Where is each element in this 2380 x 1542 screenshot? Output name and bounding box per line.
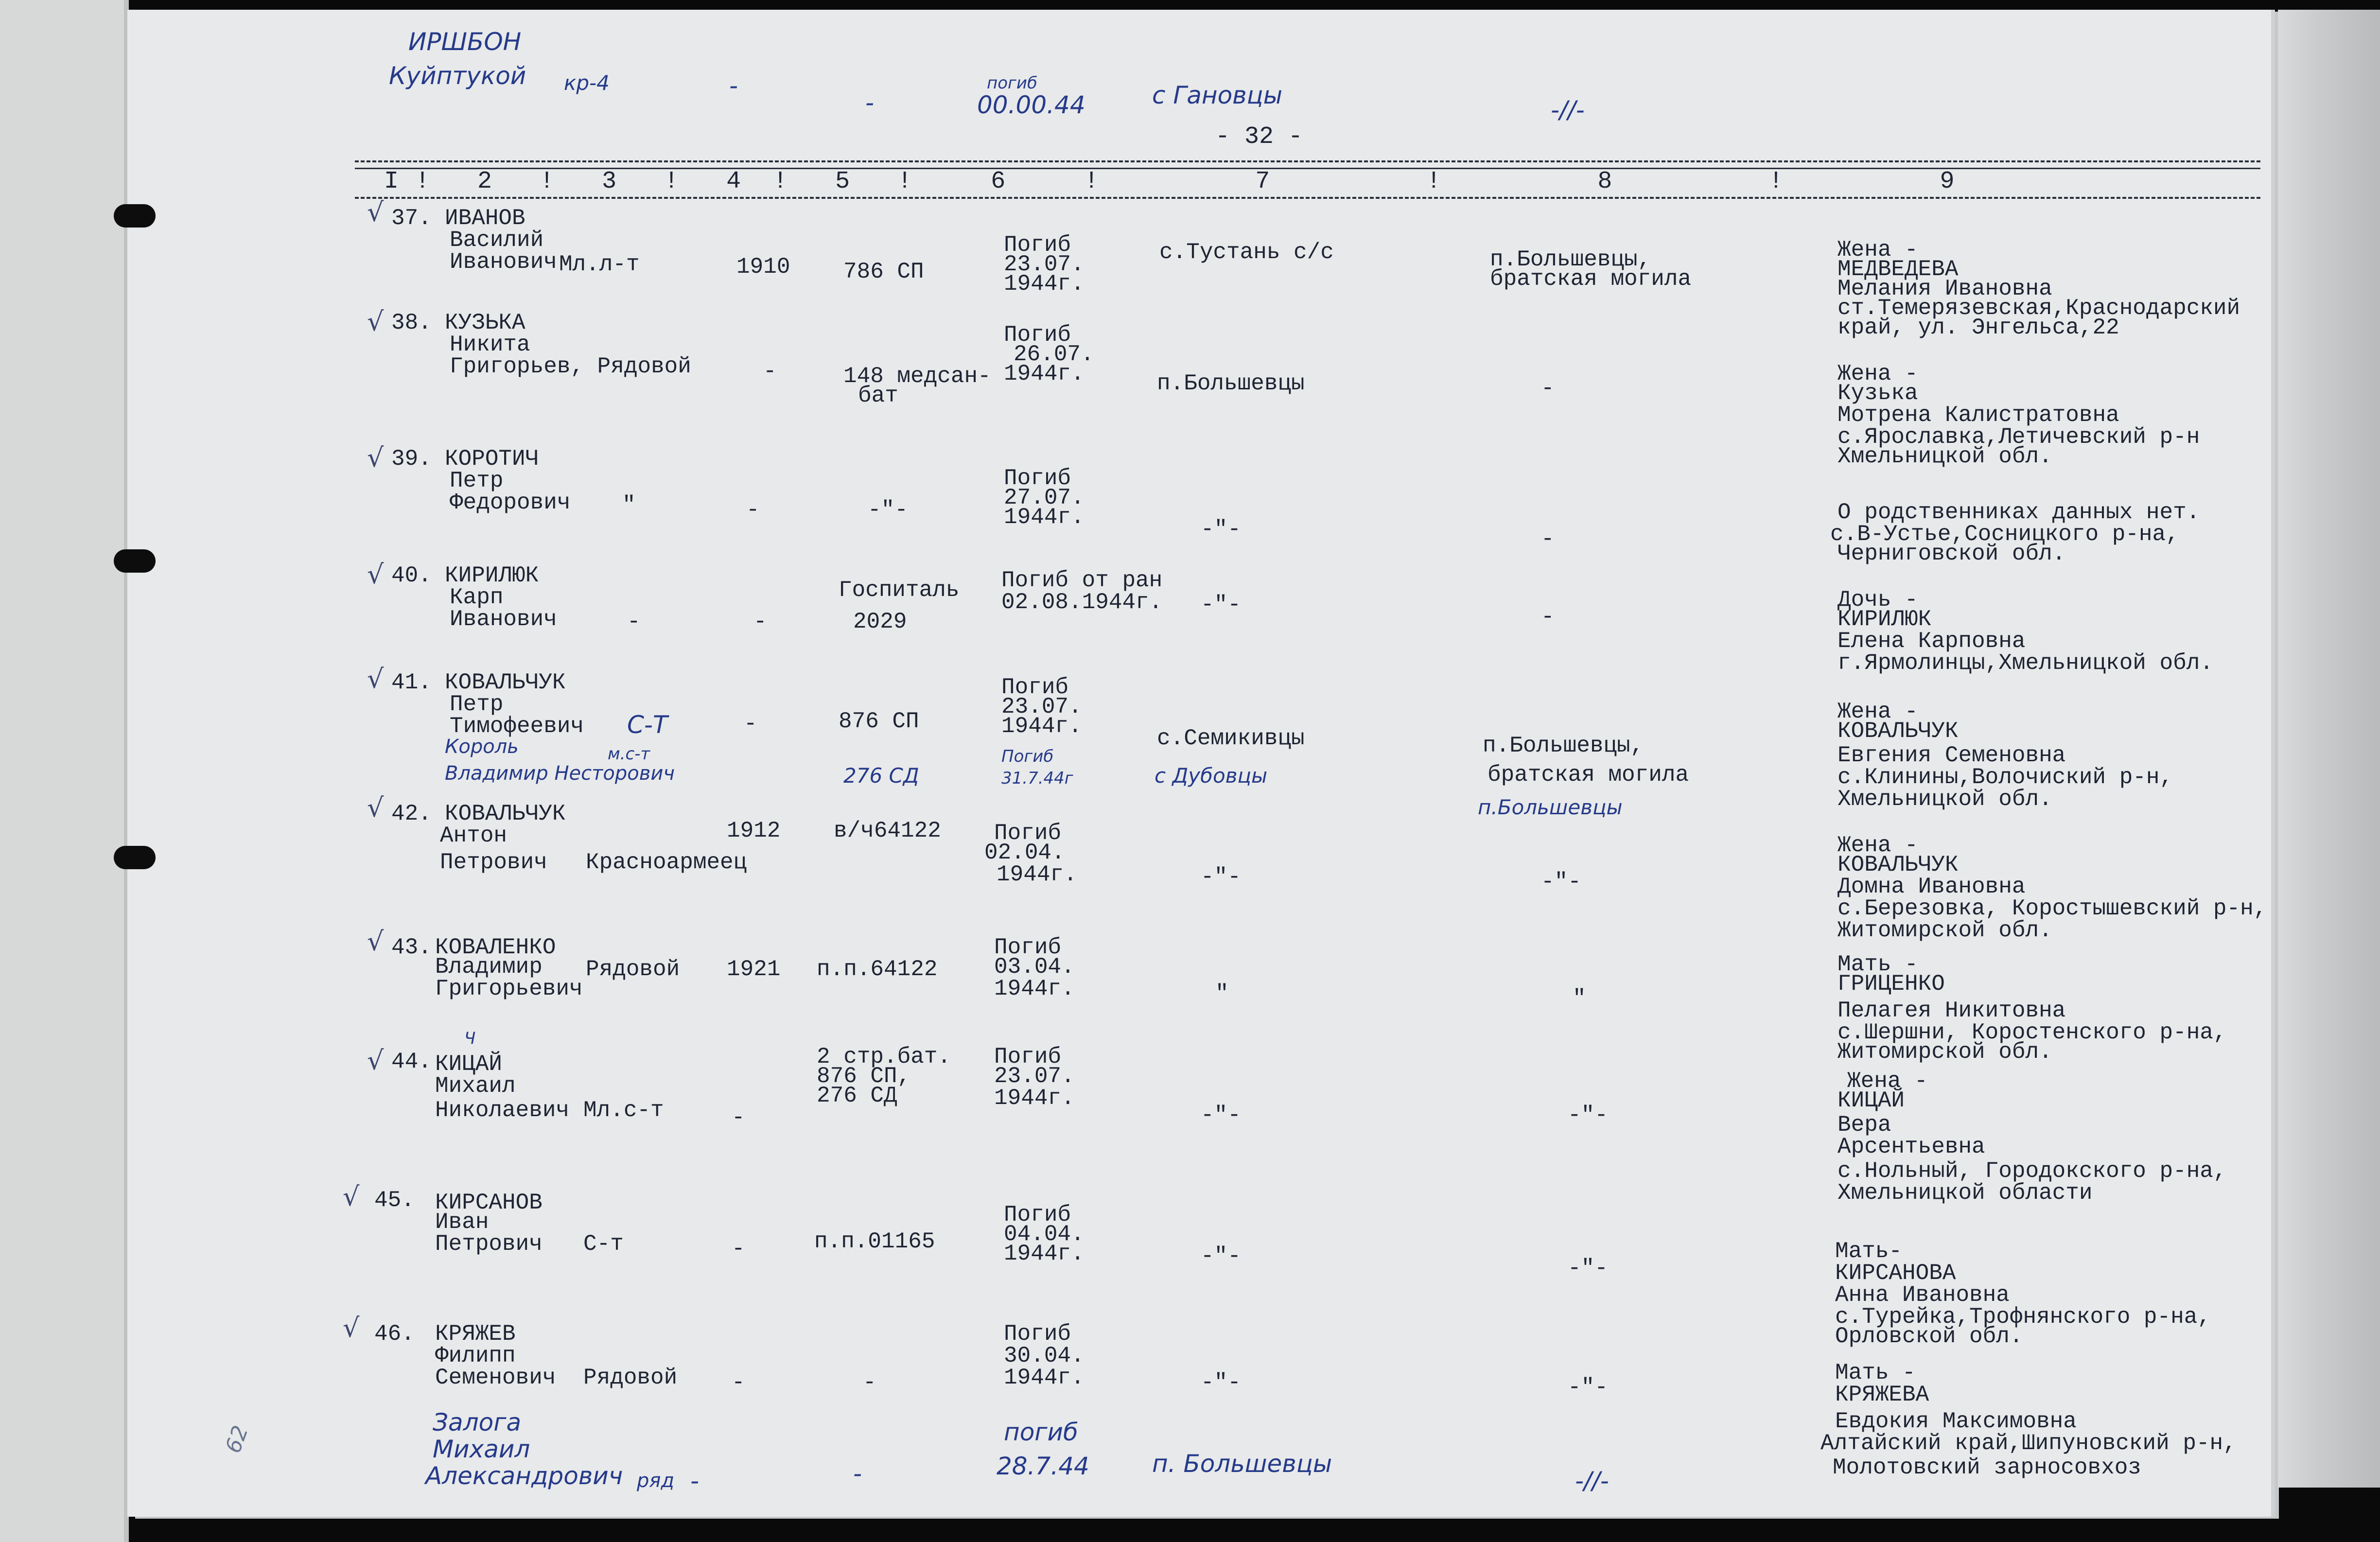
burial-place: " [1215,981,1229,1006]
unit: - [863,1370,876,1395]
header-rule-top [355,160,2260,162]
entry-number: 46. [374,1321,415,1347]
relative-line: г.Ярмолинцы,Хмельницкой обл. [1838,650,2213,676]
entry-number: 40. [391,563,432,588]
unit: Госпиталь [839,578,960,603]
first-name: Владимир [435,954,542,980]
hand-added-rank: м.с-т [608,744,650,764]
burial-place-type: братская могила [1488,762,1689,788]
hand-entry-death1: погиб [1004,1418,1078,1446]
entry-number: 39. [391,446,432,472]
stacked-page-edges [2278,10,2380,1488]
death-year: 1944г. [1004,361,1085,386]
unit: 2 стр.бат. [817,1044,951,1069]
check-mark: √ [367,306,384,337]
relative-line: КИЦАЙ [1838,1088,1905,1113]
left-page [0,0,129,1542]
hand-entry-patronymic: Александрович [425,1462,623,1490]
check-mark: √ [367,442,384,473]
death-year: 1944г. [997,862,1077,887]
unit: -"- [868,497,908,523]
birth-year: - [746,497,760,523]
header-rule-bottom [355,197,2260,199]
burial-place: -"- [1201,592,1241,617]
relative-line: с.Ярославка,Летичевский р-н [1838,424,2200,450]
death-date: 23.07. [1001,694,1082,719]
death-status: Погиб от ран [1001,568,1163,593]
burial-place: п.Большевцы [1157,371,1305,396]
first-name: Филипп [435,1343,516,1368]
relative-line: Хмельницкой обл. [1838,444,2052,469]
relative-line: Орловской обл. [1835,1324,2023,1349]
unit: 786 СП [843,259,924,284]
punch-hole [114,549,156,573]
patronymic: Николаевич [435,1098,570,1123]
death-year: 1944г. [1001,714,1082,739]
death-status: Погиб [1004,466,1071,491]
rank-handwritten: С-Т [627,711,668,739]
surname: ИВАНОВ [445,206,525,231]
page-number: - 32 - [1215,123,1303,151]
patronymic: Тимофеевич [450,714,584,739]
death-status: Погиб [1001,675,1069,700]
surname: КИЦАЙ [435,1051,503,1077]
relative-line: с.Березовка, Коростышевский р-н, [1838,896,2267,921]
birth-year: - [732,1370,745,1395]
hand-added-death1: Погиб [1001,747,1054,766]
unit: п.п.01165 [814,1229,935,1254]
burial-place: -"- [1201,517,1241,542]
punch-hole [114,846,156,869]
first-name: Никита [450,332,530,357]
patronymic: Федорович [450,490,571,515]
header-hand-dash2: - [865,88,875,117]
relative-line: Домна Ивановна [1838,874,2026,899]
death-year: 1944г. [994,1086,1075,1111]
patronymic: Семенович [435,1365,556,1390]
rank: Мл.л-т [559,252,640,277]
birth-year: - [763,359,777,384]
death-status: Погиб [1004,322,1071,348]
surname: КОВАЛЕНКО [435,935,556,960]
death-date: 26.07. [1014,342,1094,367]
relative-line: Жена - [1838,699,1918,724]
patronymic: Григорьев, Рядовой [450,354,691,379]
entry-number: 41. [391,670,432,695]
check-mark: √ [367,1045,384,1076]
relative-line: Мотрена Калистратовна [1838,403,2119,428]
death-year: 1944г. [1004,271,1085,297]
burial-place-2: -"- [1541,869,1581,894]
burial-place: -"- [1201,1244,1241,1269]
relative-line: Елена Карповна [1838,629,2026,654]
patronymic: Петрович [440,850,547,875]
relative-line: МЕДВЕДЕВА [1838,257,1959,282]
relative-line: Мать - [1838,952,1918,977]
first-name: Карп [450,585,504,610]
death-date: 02.08.1944г. [1001,590,1163,615]
relative-line: Пелагея Никитовна [1838,998,2066,1023]
hand-added-name: Владимир Несторович [445,762,675,785]
check-mark: √ [367,559,384,590]
punch-hole [114,204,156,228]
burial-place: -"- [1201,1370,1241,1395]
unit: 2029 [853,609,907,634]
birth-year: 1912 [727,818,781,843]
relative-line: О родственниках данных нет. [1838,500,2200,525]
relative-line: Молотовский зарносовхоз [1833,1455,2141,1480]
burial-place: п.Большевцы, [1483,733,1644,758]
relative-line: Жена - [1838,833,1918,858]
death-status: Погиб [994,1044,1062,1069]
relative-line: Алтайский край,Шипуновский р-н, [1820,1431,2237,1456]
surname: КИРСАНОВ [435,1190,542,1215]
relative-line: Жена - [1838,361,1918,386]
hand-entry-place: п. Большевцы [1152,1450,1332,1478]
relative-line: Черниговской обл. [1838,541,2066,566]
unit: бат [858,383,898,408]
surname: КОВАЛЬЧУК [445,670,566,695]
relative-line: Вера [1838,1112,1891,1138]
header-hand-death1: погиб [987,73,1037,93]
burial-place-2: -"- [1568,1375,1608,1400]
relative-line: с.Шершни, Коростенского р-на, [1838,1020,2227,1045]
entry-number: 44. [391,1049,432,1074]
surname: КОРОТИЧ [445,446,539,472]
burial-place: -"- [1201,864,1241,890]
death-year: 1944г. [1004,505,1085,530]
rank: Красноармеец [586,850,747,875]
hand-entry-death2: 28.7.44 [997,1452,1089,1480]
burial-place: п.Большевцы, [1490,247,1651,272]
relative-line: Жена - [1838,237,1918,263]
margin-note: 62 [220,1422,254,1456]
hand-entry-rank: ряд [637,1470,675,1492]
rank: - [627,609,641,634]
first-name: Петр [450,468,504,493]
burial-place-2: -"- [1568,1256,1608,1281]
burial-place: -"- [1201,1103,1241,1128]
burial-place-type: братская могила [1490,266,1692,292]
first-name: Михаил [435,1073,516,1099]
birth-year: 1910 [736,254,790,280]
death-year: 1944г. [1004,1241,1085,1266]
check-mark: √ [367,926,384,957]
relative-line: с.Турейка,Трофнянского р-на, [1835,1304,2211,1330]
burial-place-initial: с.Семикивцы [1157,726,1305,751]
relative-line: с.В-Устье,Сосницкого р-на, [1830,522,2179,547]
unit: 148 медсан- [843,364,991,389]
surname-hand-correction: Ч [464,1029,476,1048]
surname: КУЗЬКА [445,310,525,335]
birth-year: - [744,711,757,736]
entry-number: 45. [374,1188,415,1213]
check-mark: √ [367,197,384,228]
birth-year: 1921 [727,957,781,982]
relative-line: КРЯЖЕВА [1835,1382,1929,1407]
relative-line: с.Клинины,Волочиский р-н, [1838,765,2173,790]
relative-line: Мать- [1835,1239,1903,1264]
birth-year: - [732,1105,745,1130]
header-hand-place: с Гановцы [1152,81,1283,109]
birth-year: - [753,609,767,634]
rank: Мл.с-т [583,1098,664,1123]
header-hand-line2b: кр-4 [564,71,610,95]
hand-added-burial: п.Большевцы [1478,795,1623,819]
entry-number: 38. [391,310,432,335]
death-status: Погиб [1004,1202,1071,1227]
unit: п.п.64122 [817,957,938,982]
relative-line: Житомирской обл. [1838,1039,2052,1065]
first-name: Иван [435,1209,489,1235]
first-name: Петр [450,692,504,717]
first-name: Василий [450,228,544,253]
death-status: Погиб [994,935,1062,960]
unit: 876 СП, [817,1064,911,1089]
header-hand-line1: ИРШБОН [408,28,522,56]
column-numbers: I ! 2 ! 3 ! 4 ! 5 ! 6 ! 7 ! 8 ! 9 [384,168,1956,195]
relative-line: КОВАЛЬЧУК [1838,718,1959,744]
rank: " [622,492,636,518]
check-mark: √ [343,1181,360,1212]
relative-line: Житомирской обл. [1838,918,2052,943]
burial-place-2: -"- [1568,1103,1608,1128]
relative-line: Анна Ивановна [1835,1282,2010,1308]
hand-entry-name: Михаил [433,1435,530,1463]
patronymic: Григорьевич [435,976,583,1001]
death-status: Погиб [1004,1321,1071,1347]
hand-entry-surname: Залога [433,1408,522,1437]
death-year: 1944г. [994,976,1075,1001]
hand-added-place: с Дубовцы [1155,764,1268,788]
entry-number: 43. [391,935,432,960]
surname: КРЯЖЕВ [435,1321,516,1347]
relative-line: край, ул. Энгельса,22 [1838,315,2119,340]
unit: в/ч64122 [834,818,941,843]
relative-line: Кузька [1838,381,1918,406]
surname: КОВАЛЬЧУК [445,801,566,826]
patronymic: Иванович [450,249,557,275]
burial-place-2: - [1541,376,1555,401]
relative-line: Дочь - [1838,587,1918,613]
relative-line: КИРИЛЮК [1838,607,1932,632]
relative-line: Хмельницкой области [1838,1180,2093,1206]
relative-line: Мать - [1835,1360,1916,1385]
rank: Рядовой [583,1365,678,1390]
entry-number: 37. [391,206,432,231]
death-date: 04.04. [1004,1222,1085,1247]
birth-year: - [732,1236,745,1262]
patronymic: Петрович [435,1231,542,1257]
burial-place-2: - [1541,526,1555,552]
first-name: Антон [440,823,508,848]
hand-entry-ditto: -//- [1575,1467,1609,1495]
relative-line: КИРСАНОВА [1835,1261,1956,1286]
patronymic: Иванович [450,607,557,632]
burial-place-2: - [1541,604,1555,630]
death-year: 1944г. [1004,1365,1085,1390]
relative-line: ГРИЦЕНКО [1838,971,1945,997]
relative-line: с.Нольный, Городокского р-на, [1838,1158,2227,1184]
hand-added-unit: 276 СД [843,764,919,788]
death-status: Погиб [994,821,1062,846]
relative-line: Хмельницкой обл. [1838,787,2052,812]
hand-added-death2: 31.7.44г [1001,769,1073,788]
unit: 876 СП [839,709,919,734]
hand-added-surname: Король [445,736,519,758]
death-date: 03.04. [994,954,1075,980]
relative-line: Жена - [1847,1069,1928,1094]
relative-line: Мелания Ивановна [1838,276,2052,301]
rank: Рядовой [586,957,680,982]
rank: С-т [583,1231,624,1257]
death-date: 23.07. [994,1064,1075,1089]
burial-place-initial: с.Тустань с/с [1159,240,1334,265]
header-hand-death2: 00.00.44 [977,91,1085,119]
unit: 276 СД [817,1083,897,1108]
relative-line: Евгения Семеновна [1838,743,2066,768]
hand-entry-dash: - [853,1459,862,1488]
check-mark: √ [343,1313,360,1343]
header-hand-dash1: - [729,71,738,100]
relative-line: КОВАЛЬЧУК [1838,852,1959,877]
check-mark: √ [367,792,384,823]
death-date: 27.07. [1004,485,1085,510]
death-status: Погиб [1004,232,1071,258]
relative-line: Евдокия Максимовна [1835,1409,2077,1434]
surname: КИРИЛЮК [445,563,539,588]
relative-line: Арсентьевна [1838,1134,1985,1159]
entry-number: 42. [391,801,432,826]
hand-entry-dash: - [690,1467,700,1495]
check-mark: √ [367,664,384,694]
header-hand-line2: Куйптукой [389,62,526,90]
death-date: 23.07. [1004,252,1085,277]
death-date: 02.04. [984,840,1065,865]
burial-place-2: " [1573,986,1586,1011]
header-hand-ditto: -//- [1551,96,1585,124]
death-date: 30.04. [1004,1343,1085,1368]
relative-line: ст.Темерязевская,Краснодарский [1838,296,2240,321]
